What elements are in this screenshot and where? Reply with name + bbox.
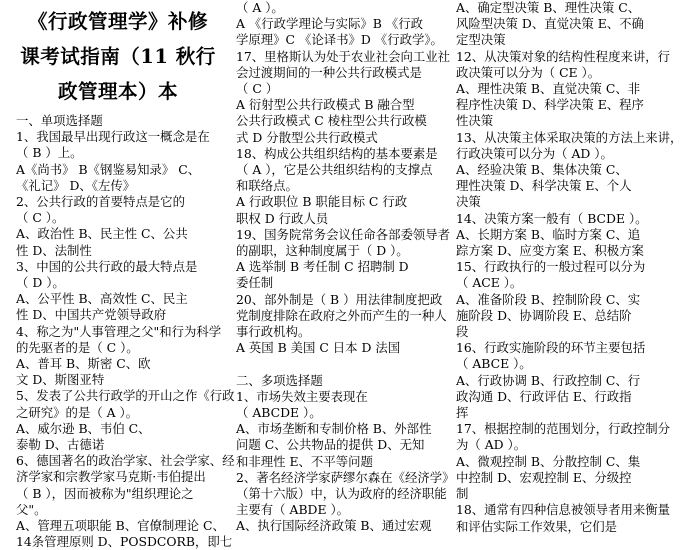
text-line: 政沟通 D、行政评估 E、行政指 <box>456 388 632 404</box>
text-line: 18、通常有四种信息被领导者用来衡量 <box>456 502 671 518</box>
text-line: 二、多项选择题 <box>236 372 323 388</box>
text-line: A、准备阶段 B、控制阶段 C、实 <box>456 291 641 307</box>
text-line: 19、国务院常务会议任命各部委领导者 <box>236 226 451 242</box>
text-line: A、理性决策 B、直觉决策 C、非 <box>456 81 641 97</box>
text-line: （ A ）。 <box>236 0 284 15</box>
text-line: （第十六版）中，认为政府的经济职能 <box>236 486 447 502</box>
text-line: A、政治性 B、民主性 C、公共 <box>16 226 188 242</box>
text-line: 13、从决策主体采取决策的方法上来讲， <box>456 129 682 145</box>
text-line: 17、根据控制的范围划分，行政控制分 <box>456 421 671 437</box>
text-line: （ C ） <box>236 81 279 97</box>
text-line: （ ACE ）。 <box>456 275 523 291</box>
text-line: 事行政机构。 <box>236 324 311 340</box>
text-line: 段 <box>456 324 469 340</box>
text-line: 施阶段 D、协调阶段 E、总结阶 <box>456 307 632 323</box>
text-line: 主要有（ ABDE ）。 <box>236 502 350 518</box>
text-line: 公共行政模式 C 棱柱型公共行政模 <box>236 113 427 129</box>
text-line: 的副职，这种制度属于（ D ）。 <box>236 243 409 259</box>
text-line: （ C ）。 <box>16 210 65 226</box>
text-line: 决策 <box>456 194 481 210</box>
column-middle <box>236 0 455 548</box>
text-line: 一、单项选择题 <box>16 113 103 128</box>
text-line: 4、称之为"人事管理之父"和行为科学 <box>16 323 222 339</box>
text-line: 踪方案 D、应变方案 E、积极方案 <box>456 243 644 259</box>
text-line: 行政决策可以分为（ AD ）。 <box>456 145 613 161</box>
column-middle-text <box>236 0 455 535</box>
text-line: A 衍射型公共行政模式 B 融合型 <box>236 97 415 113</box>
text-line: A、微观控制 B、分散控制 C、集 <box>456 453 641 469</box>
text-line: 的先驱者的是（ C ）。 <box>16 339 139 355</box>
text-line: 3、中国的公共行政的最大特点是 <box>16 258 198 274</box>
text-line: 14、决策方案一般有（ BCDE ）。 <box>456 210 648 226</box>
text-line: 性 D、中国共产党领导政府 <box>16 307 167 323</box>
text-line: （ ABCDE ）。 <box>236 405 322 421</box>
column-right-text <box>456 0 682 535</box>
text-line: A、经验决策 B、集体决策 C、 <box>456 162 628 178</box>
text-line: 定型决策 <box>456 32 506 48</box>
text-line: A、市场垄断和专制价格 B、外部性 <box>236 421 432 437</box>
text-line: 18、构成公共组织结构的基本要素是 <box>236 145 438 161</box>
text-line: A、行政协调 B、行政控制 C、行 <box>456 372 641 388</box>
text-line: A《尚书》 B《钢鉴易知录》 C、 <box>16 161 201 177</box>
text-line: A、管理五项职能 B、官僚制理论 C、 <box>16 518 225 534</box>
text-line: 父"。 <box>16 501 47 517</box>
text-line: 委任制 <box>236 275 274 291</box>
text-line: 之研究》的是（ A ）。 <box>16 404 139 420</box>
text-line: （ ABCE ）。 <box>456 356 532 372</box>
text-line: 和评估实际工作效果，它们是 <box>456 518 618 534</box>
text-line: 性决策 <box>456 113 494 129</box>
text-line: A、长期方案 B、临时方案 C、追 <box>456 226 641 242</box>
text-line: 会过渡期间的一种公共行政模式是 <box>236 64 422 80</box>
text-line: A、普耳 B、斯密 C、欧 <box>16 356 151 372</box>
column-right <box>456 0 682 548</box>
title-line: 政管理本）本 <box>57 80 178 103</box>
column-left-text <box>16 113 235 550</box>
text-line: 《礼记》 D、《左传》 <box>16 177 136 193</box>
text-line: A、公平性 B、高效性 C、民主 <box>16 291 188 307</box>
text-line: 为（ AD ）。 <box>456 437 527 453</box>
text-line: 2、著名经济学家萨缪尔森在《经济学》 <box>236 469 455 485</box>
text-line: A 英国 B 美国 C 日本 D 法国 <box>236 340 401 356</box>
text-line: 6、德国著名的政治学家、社会学家、经 <box>16 453 235 469</box>
text-line: 文 D、斯图亚特 <box>16 372 105 388</box>
text-line: （ B ）上。 <box>16 145 83 161</box>
text-line: 风险型决策 D、直觉决策 E、不确 <box>456 16 644 32</box>
text-line: 17、里格斯认为处于农业社会向工业社 <box>236 48 451 64</box>
column-left <box>16 0 235 550</box>
text-line: 16、行政实施阶段的环节主要包括 <box>456 340 646 356</box>
text-line: 1、市场失效主要表现在 <box>236 388 368 404</box>
title-line: 《行政管理学》补修 <box>27 10 208 33</box>
text-line: 理性决策 D、科学决策 E、个人 <box>456 178 632 194</box>
text-line: 15、行政执行的一般过程可以分为 <box>456 259 646 275</box>
text-line: 中控制 D、宏观控制 E、分级控 <box>456 469 632 485</box>
text-line: 泰勒 D、古德诺 <box>16 437 105 453</box>
text-line: A、威尔逊 B、韦伯 C、 <box>16 420 151 436</box>
text-line: 20、部外制是（ B ）用法律制度把政 <box>236 291 443 307</box>
text-line: （ D ）。 <box>16 275 65 291</box>
text-line: 济学家和宗教学家马克斯·韦伯提出 <box>16 469 206 485</box>
text-line: A、执行国际经济政策 B、通过宏观 <box>236 518 432 534</box>
text-line: A 《行政学理论与实际》B 《行政 <box>236 16 424 32</box>
text-line: 职权 D 行政人员 <box>236 210 329 226</box>
text-line: 式 D 分散型公共行政模式 <box>236 129 378 145</box>
text-line: （ A ），它是公共组织结构的支撑点 <box>236 162 433 178</box>
text-line: 挥 <box>456 405 469 421</box>
text-line: 制 <box>456 486 469 502</box>
text-line: A、确定型决策 B、理性决策 C、 <box>456 0 641 15</box>
text-line: 党制度排除在政府之外而产生的一种人 <box>236 307 447 323</box>
document-title <box>16 4 220 109</box>
text-line: 性 D、法制性 <box>16 242 92 258</box>
text-line: 2、公共行政的首要特点是它的 <box>16 194 185 210</box>
text-line: 12、从决策对象的结构性程度来讲，行 <box>456 48 671 64</box>
text-line: 5、发表了公共行政学的开山之作《行政 <box>16 388 235 404</box>
text-line: A 选举制 B 考任制 C 招聘制 D <box>236 259 409 275</box>
text-line: 和非理性 E、不平等问题 <box>236 453 373 469</box>
text-line <box>236 356 436 372</box>
text-line: 和联络点。 <box>236 178 298 194</box>
text-line: 问题 C、公共物品的提供 D、无知 <box>236 437 425 453</box>
text-line: A 行政职位 B 职能目标 C 行政 <box>236 194 408 210</box>
text-line: 14条管理原则 D、POSDCORB，即七 <box>16 534 233 550</box>
text-line: 1、我国最早出现行政这一概念是在 <box>16 129 210 145</box>
text-line: （ B ），因而被称为"组织理论之 <box>16 485 194 501</box>
text-line: 学原理》C 《论译书》D 《行政学》。 <box>236 32 443 48</box>
text-line: 程序性决策 D、科学决策 E、程序 <box>456 97 644 113</box>
title-line: 课考试指南（11 秋行 <box>20 45 216 68</box>
text-line: 政决策可以分为（ CE ）。 <box>456 64 601 80</box>
